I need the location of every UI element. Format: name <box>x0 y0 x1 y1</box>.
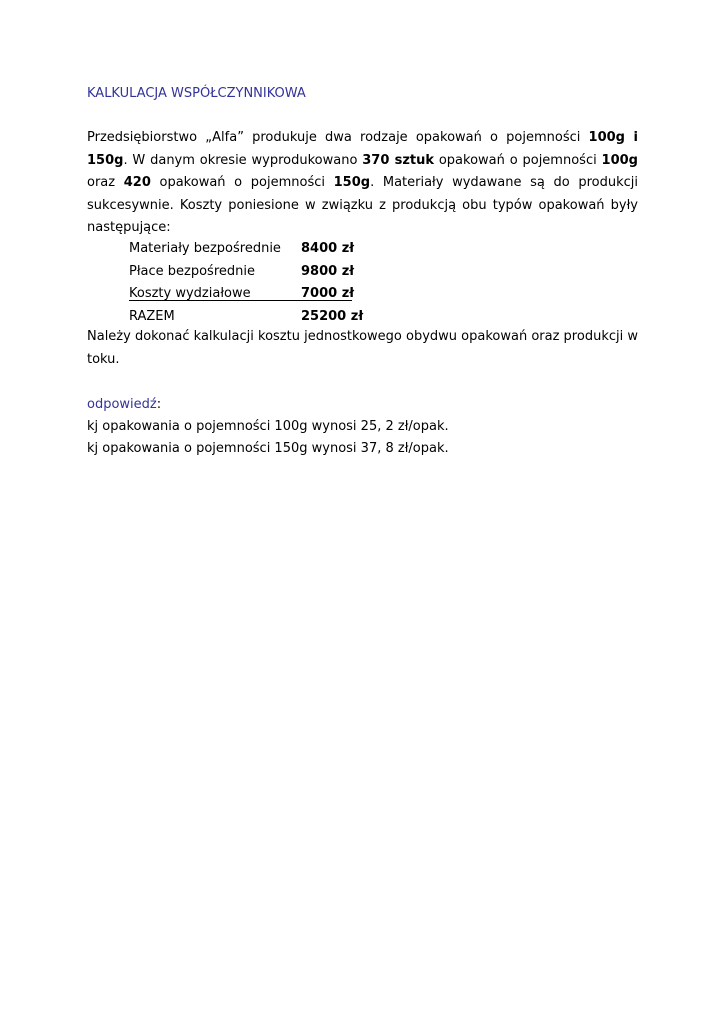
answer-line-100g: kj opakowania o pojemności 100g wynosi 25, 2 zł/opak. <box>87 419 449 434</box>
document-title: KALKULACJA WSPÓŁCZYNNIKOWA <box>87 86 306 101</box>
cost-value: 8400 zł <box>301 241 355 256</box>
intro-paragraph <box>87 127 638 240</box>
cost-label: Płace bezpośrednie <box>129 263 255 279</box>
answer-label: odpowiedź <box>87 397 157 412</box>
answer-line-150g: kj opakowania o pojemności 150g wynosi 37, 8 zł/opak. <box>87 441 449 456</box>
cost-value: 25200 zł <box>301 308 364 324</box>
intro-bold-150g: 150g <box>333 175 371 190</box>
cost-value: 9800 zł <box>301 263 355 279</box>
cost-label: RAZEM <box>129 308 175 324</box>
intro-bold-quantity-150g: 420 <box>123 175 151 190</box>
sum-divider <box>129 300 352 301</box>
intro-text-4: oraz <box>87 175 124 190</box>
intro-bold-capacities: 100g i 150g <box>87 130 638 168</box>
intro-text-1: Przedsiębiorstwo „Alfa” produkuje dwa rodzaje opakowań o pojemności <box>87 130 589 145</box>
cost-label: Koszty wydziałowe <box>129 286 251 301</box>
cost-value: 7000 zł <box>301 286 355 301</box>
intro-bold-100g: 100g <box>601 152 638 168</box>
answer-heading <box>87 394 161 417</box>
task-paragraph: Należy dokonać kalkulacji kosztu jednostkowego obydwu opakowań oraz produkcji w toku. <box>87 329 638 367</box>
intro-text-6: . Materiały wydawane są do produkcji sukcesywnie. Koszty poniesione w związku z produkcją obu typów opakowań były następujące: <box>87 175 638 235</box>
intro-text-3: opakowań o pojemności <box>434 152 602 168</box>
intro-text-2: . W danym okresie wyprodukowano <box>123 152 363 168</box>
intro-bold-quantity-100g: 370 sztuk <box>362 152 435 168</box>
answer-colon: : <box>156 397 162 412</box>
intro-text-5: opakowań o pojemności <box>150 175 334 190</box>
cost-label: Materiały bezpośrednie <box>129 241 281 256</box>
